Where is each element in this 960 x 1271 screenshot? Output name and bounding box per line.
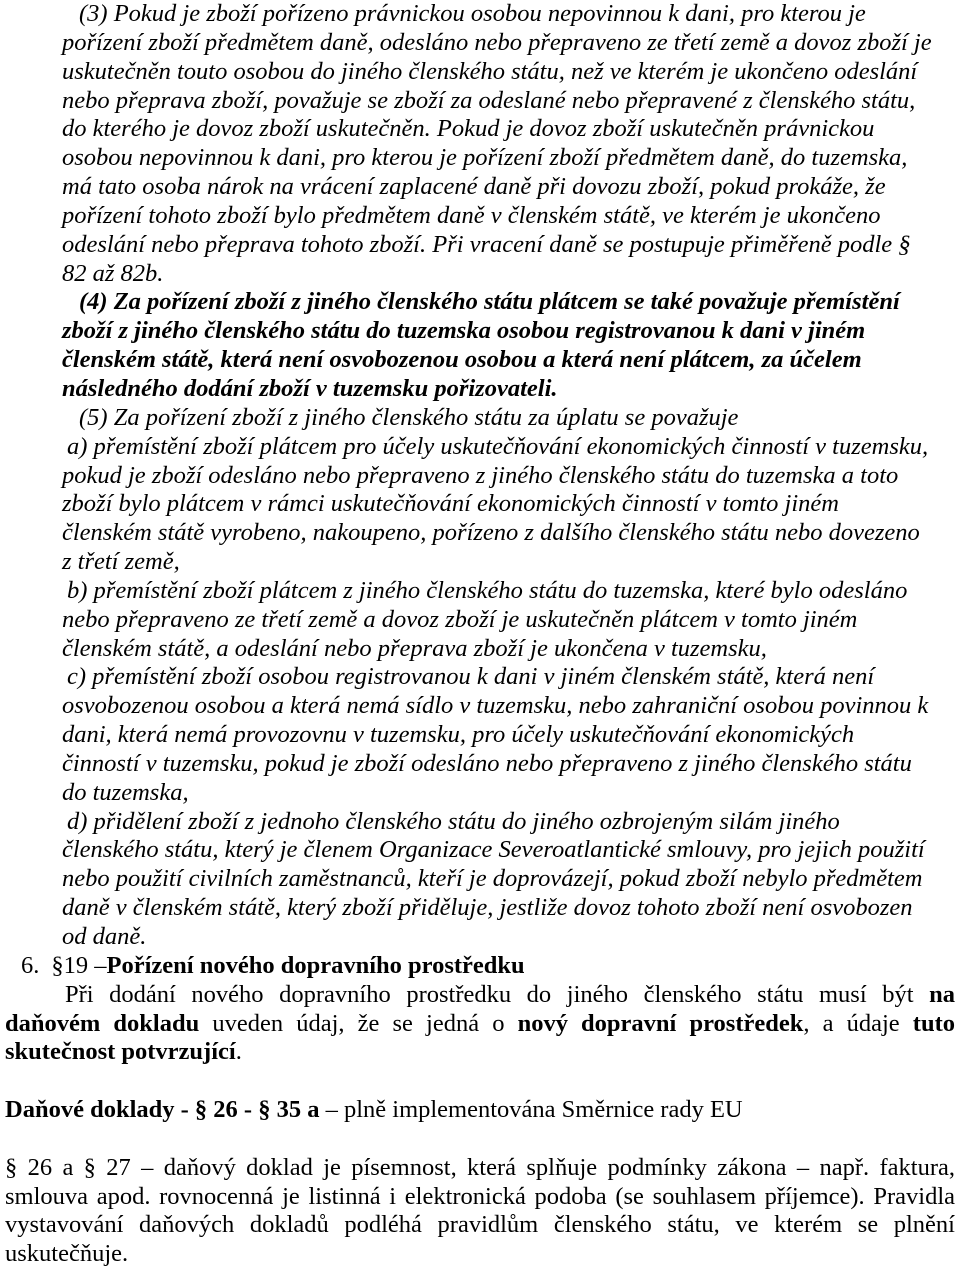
paragraph-5-line: činností v tuzemsku, pokud je zboží odesláno nebo přepraveno z jiného členského státu [62, 749, 912, 777]
paragraph-3-line: do kterého je dovoz zboží uskutečněn. Pokud je dovoz zboží uskutečněn právnickou [62, 115, 875, 143]
paragraph-5-line: zboží bylo plátcem v rámci uskutečňování ekonomických činností v tomto jiném [62, 490, 839, 518]
paragraph-line [0, 1038, 960, 1067]
paragraph-4-line: (4) Za pořízení zboží z jiného členského státu plátcem se také považuje přemístění [79, 288, 900, 316]
list-item-d: d) přidělení zboží z jednoho členského státu do jiného ozbrojeným silám jiného [67, 807, 840, 835]
paragraph-5-line: od daně. [62, 923, 147, 950]
paragraph-5 [0, 404, 960, 952]
paragraph-3-line: pořízení tohoto zboží bylo předmětem daně v členském státě, ve kterém je ukončeno [62, 201, 881, 229]
list-item-b: b) přemístění zboží plátcem z jiného členského státu do tuzemska, které bylo odesláno [67, 576, 908, 604]
paragraph-4-line: členském státě, která není osvobozenou osobou a která není plátcem, za účelem [62, 346, 862, 374]
bold-segment: skutečnost potvrzující [5, 1038, 236, 1066]
paragraph-5-line: členského státu, který je členem Organizace Severoatlantické smlouvy, pro jejich použití [62, 836, 925, 864]
paragraph-tax-document [0, 1154, 960, 1269]
text-segment: Při dodání nového dopravního prostředku do jiného členského státu musí být [65, 980, 930, 1008]
paragraph-5-line: členském státě, a odeslání nebo přeprava zboží je ukončena v tuzemsku, [62, 634, 767, 662]
paragraph-line: smlouva apod. rovnocenná je listinná i elektronická podoba (se souhlasem příjemce). Pravidla [5, 1182, 955, 1210]
bold-segment: nový dopravní prostředek [517, 1009, 804, 1037]
tax-documents-text: – plně implementována Směrnice rady EU [319, 1096, 743, 1124]
paragraph-3 [0, 0, 960, 288]
paragraph-3-line: pořízení zboží předmětem daně, odesláno nebo přepraveno ze třetí země a dovoz zboží je [62, 28, 932, 56]
bold-segment: na [929, 980, 955, 1008]
list-item-c: c) přemístění zboží osobou registrovanou k dani v jiném členském státě, která není [67, 663, 875, 691]
paragraph-4 [0, 288, 960, 403]
blank-line [0, 1125, 960, 1154]
section-heading [0, 952, 960, 981]
paragraph-3-line: uskutečněn touto osobou do jiného členského státu, než ve kterém je ukončeno odeslání [62, 57, 918, 85]
paragraph-5-line: daně v členském státě, který zboží přiděluje, jestliže dovoz tohoto zboží není osvobozen [62, 894, 913, 922]
paragraph-5-line: pokud je zboží odesláno nebo přepraveno z jiného členského státu do tuzemska a toto [62, 461, 899, 489]
paragraph-5-line: dani, která nemá provozovnu v tuzemsku, pro účely uskutečňování ekonomických [62, 721, 855, 749]
section-number: 6. [21, 951, 40, 979]
paragraph-5-line: nebo použití civilních zaměstnanců, kteří je doprovázejí, pokud zboží nebylo předmětem [62, 865, 923, 893]
paragraph-5-line: nebo přepraveno ze třetí země a dovoz zboží je uskutečněn plátcem v tomto jiném [62, 605, 858, 633]
paragraph-line: uskutečňuje. [5, 1240, 129, 1268]
tax-documents-heading: Daňové doklady - § 26 - § 35 a [5, 1096, 320, 1124]
paragraph-3-line: má tato osoba nárok na vrácení zaplacené daně při dovozu zboží, pokud prokáže, že [62, 173, 886, 201]
paragraph-3-line: nebo přeprava zboží, považuje se zboží za odeslané nebo přepravené z členského státu, [62, 86, 916, 114]
list-item-a: a) přemístění zboží plátcem pro účely uskutečňování ekonomických činností v tuzemsku, [67, 432, 929, 460]
paragraph-4-line: zboží z jiného členského státu do tuzemska osobou registrovanou k dani v jiném [62, 317, 866, 345]
bold-segment: tuto [912, 1009, 955, 1037]
paragraph-line: vystavování daňových dokladů podléhá pravidlům členského státu, ve kterém se plnění [5, 1211, 955, 1239]
text-segment: . [235, 1038, 242, 1066]
tax-documents-line [0, 1096, 960, 1125]
text-segment: uveden údaj, že se jedná o [199, 1009, 518, 1037]
paragraph-5-line: do tuzemska, [62, 778, 189, 806]
text-segment: , a údaje [803, 1009, 913, 1037]
bold-segment: daňovém dokladu [5, 1009, 200, 1037]
paragraph-3-line: odeslání nebo přeprava tohoto zboží. Při vracení daně se postupuje přiměřeně podle § [62, 230, 911, 258]
paragraph-line [0, 1010, 955, 1039]
section-title: Pořízení nového dopravního prostředku [106, 951, 525, 979]
paragraph-5-line: osvobozenou osobou a která nemá sídlo v tuzemsku, nebo zahraniční osobou povinnou k [62, 692, 929, 720]
paragraph-5-line: (5) Za pořízení zboží z jiného členského státu za úplatu se považuje [79, 403, 739, 431]
paragraph-line [0, 981, 955, 1010]
paragraph-3-line: 82 až 82b. [62, 259, 164, 287]
paragraph-5-line: z třetí země, [62, 548, 180, 576]
blank-line [0, 1067, 960, 1096]
paragraph-new-transport [0, 981, 960, 1068]
paragraph-3-line: osobou nepovinnou k dani, pro kterou je pořízení zboží předmětem daně, do tuzemska, [62, 144, 908, 172]
paragraph-3-line: (3) Pokud je zboží pořízeno právnickou osobou nepovinnou k dani, pro kterou je [79, 0, 866, 27]
paragraph-4-line: následného dodání zboží v tuzemsku pořizovateli. [62, 374, 558, 402]
section-reference: §19 – [51, 951, 107, 979]
paragraph-5-line: členském státě vyrobeno, nakoupeno, pořízeno z dalšího členského státu nebo dovezeno [62, 519, 920, 547]
paragraph-line: § 26 a § 27 – daňový doklad je písemnost, která splňuje podmínky zákona – např. faktura, [5, 1153, 955, 1181]
